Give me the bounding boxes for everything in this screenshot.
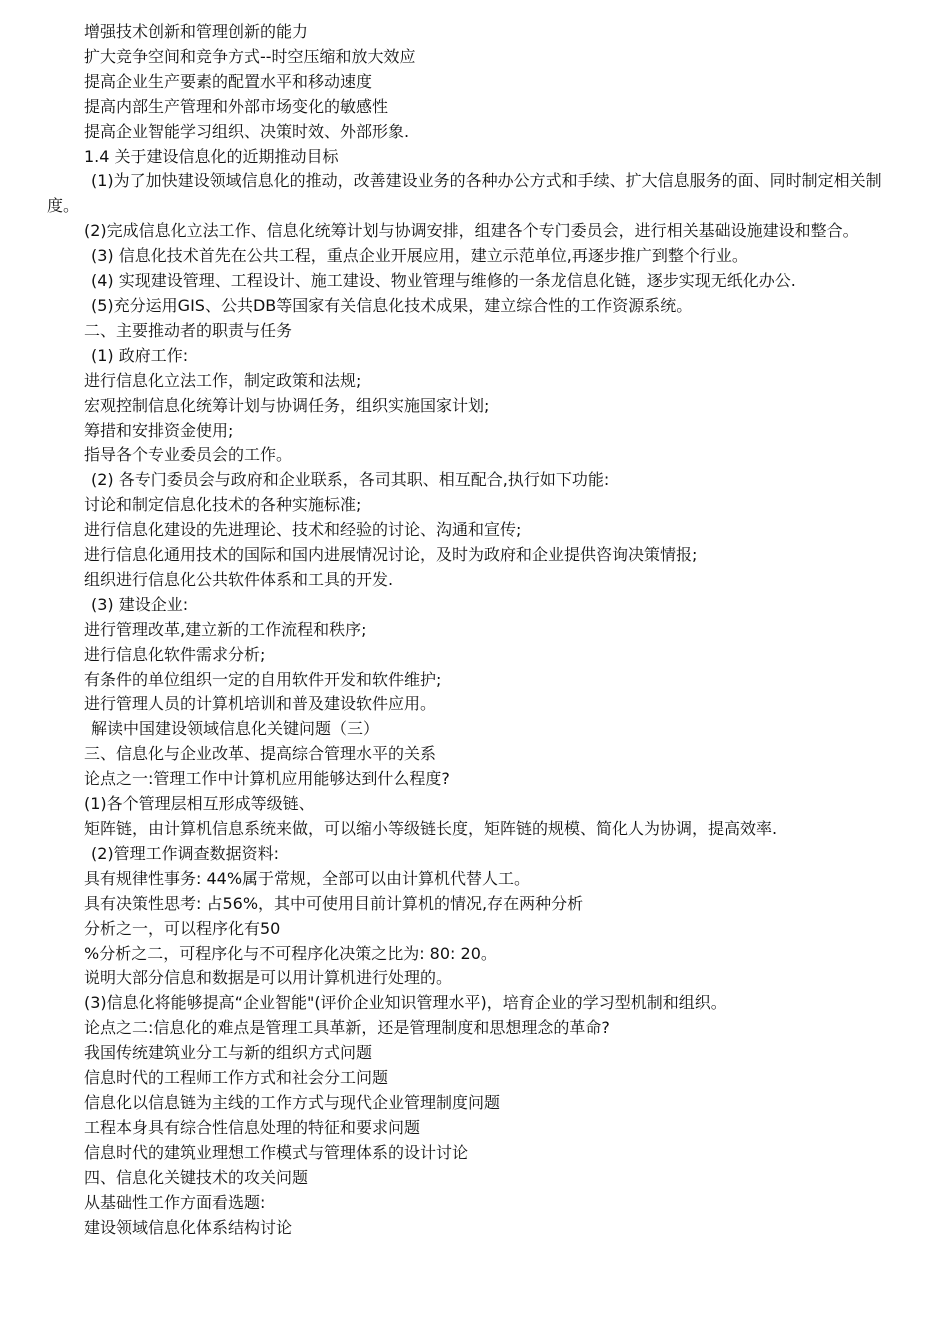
paragraph: (1)为了加快建设领域信息化的推动，改善建设业务的各种办公方式和手续、扩大信息服务的面、同时制定相关制度。 bbox=[47, 171, 882, 216]
text-line: (3)信息化将能够提高“企业智能"(评价企业知识管理水平)，培育企业的学习型机制和组织。 bbox=[84, 993, 727, 1013]
text-line: 扩大竞争空间和竞争方式--时空压缩和放大效应 bbox=[84, 46, 416, 66]
text-line: 信息化以信息链为主线的工作方式与现代企业管理制度问题 bbox=[84, 1092, 501, 1112]
text-line: (3) 信息化技术首先在公共工程，重点企业开展应用，建立示范单位,再逐步推广到整个行业。 bbox=[91, 246, 748, 266]
section-heading: 1.4 关于建设信息化的近期推动目标 bbox=[84, 146, 339, 166]
text-line: 进行管理改革,建立新的工作流程和秩序; bbox=[84, 619, 367, 639]
document-body bbox=[0, 20, 950, 1240]
text-line: (1)各个管理层相互形成等级链、 bbox=[84, 794, 315, 814]
text-line: 提高内部生产管理和外部市场变化的敏感性 bbox=[84, 96, 389, 116]
subheading: (1) 政府工作: bbox=[91, 345, 189, 365]
text-line: 提高企业智能学习组织、决策时效、外部形象. bbox=[84, 121, 410, 141]
text-line: 具有规律性事务: 44%属于常规，全部可以由计算机代替人工。 bbox=[84, 868, 531, 888]
text-line: 信息时代的建筑业理想工作模式与管理体系的设计讨论 bbox=[84, 1142, 469, 1162]
subheading: (3) 建设企业: bbox=[91, 594, 189, 614]
text-line: (5)充分运用GIS、公共DB等国家有关信息化技术成果，建立综合性的工作资源系统。 bbox=[91, 295, 693, 315]
section-heading: 二、主要推动者的职责与任务 bbox=[84, 320, 293, 340]
text-line: 论点之二:信息化的难点是管理工具革新，还是管理制度和思想理念的革命? bbox=[84, 1018, 610, 1038]
text-line: 进行管理人员的计算机培训和普及建设软件应用。 bbox=[84, 694, 437, 714]
text-line: (4) 实现建设管理、工程设计、施工建设、物业管理与维修的一条龙信息化链，逐步实现无纸化办公. bbox=[91, 271, 796, 291]
text-line: 进行信息化建设的先进理论、技术和经验的讨论、沟通和宣传; bbox=[84, 520, 522, 540]
text-line: 分析之一，可以程序化有50 bbox=[84, 918, 281, 938]
text-line: 进行信息化软件需求分析; bbox=[84, 644, 266, 664]
section-heading: 三、信息化与企业改革、提高综合管理水平的关系 bbox=[84, 744, 437, 764]
subheading: (2) 各专门委员会与政府和企业联系，各司其职、相互配合,执行如下功能: bbox=[91, 470, 610, 490]
text-line: 组织进行信息化公共软件体系和工具的开发. bbox=[84, 569, 394, 589]
text-line: 工程本身具有综合性信息处理的特征和要求问题 bbox=[84, 1117, 421, 1137]
text-line: %分析之二，可程序化与不可程序化决策之比为: 80: 20。 bbox=[84, 943, 497, 963]
text-line: 讨论和制定信息化技术的各种实施标准; bbox=[84, 495, 362, 515]
text-line: 有条件的单位组织一定的自用软件开发和软件维护; bbox=[84, 669, 442, 689]
text-line: 筹措和安排资金使用; bbox=[84, 420, 234, 440]
paragraph: (2)完成信息化立法工作、信息化统筹计划与协调安排，组建各个专门委员会，进行相关基础设施建设和整合。 bbox=[84, 221, 859, 241]
text-line: 进行信息化通用技术的国际和国内进展情况讨论，及时为政府和企业提供咨询决策情报; bbox=[84, 545, 698, 565]
text-line: 进行信息化立法工作，制定政策和法规; bbox=[84, 370, 362, 390]
text-line: 指导各个专业委员会的工作。 bbox=[84, 445, 293, 465]
section-heading: 解读中国建设领域信息化关键问题（三） bbox=[91, 719, 380, 739]
text-line: 从基础性工作方面看选题: bbox=[84, 1192, 266, 1212]
section-heading: 四、信息化关键技术的攻关问题 bbox=[84, 1167, 309, 1187]
text-line: 矩阵链，由计算机信息系统来做，可以缩小等级链长度，矩阵链的规模、简化人为协调，提高效率. bbox=[84, 819, 778, 838]
text-line: (2)管理工作调查数据资料: bbox=[91, 843, 280, 863]
text-line: 提高企业生产要素的配置水平和移动速度 bbox=[84, 71, 373, 91]
text-line: 增强技术创新和管理创新的能力 bbox=[84, 22, 309, 41]
text-line: 论点之一:管理工作中计算机应用能够达到什么程度? bbox=[84, 769, 450, 789]
text-line: 具有决策性思考: 占56%，其中可使用目前计算机的情况,存在两种分析 bbox=[84, 893, 584, 913]
text-line: 我国传统建筑业分工与新的组织方式问题 bbox=[84, 1043, 373, 1063]
text-line: 说明大部分信息和数据是可以用计算机进行处理的。 bbox=[84, 968, 453, 988]
text-line: 宏观控制信息化统筹计划与协调任务，组织实施国家计划; bbox=[84, 395, 490, 415]
text-line: 建设领域信息化体系结构讨论 bbox=[84, 1217, 293, 1237]
text-line: 信息时代的工程师工作方式和社会分工问题 bbox=[84, 1068, 389, 1088]
